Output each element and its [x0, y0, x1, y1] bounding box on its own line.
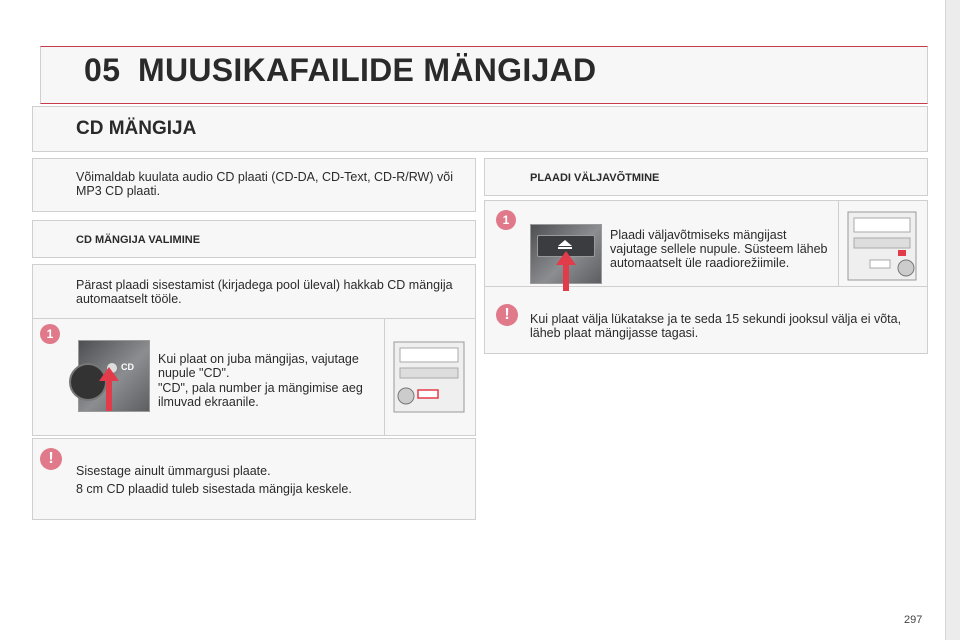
arrow-up-icon	[556, 251, 576, 291]
warning-icon-right: !	[496, 304, 518, 326]
eject-column-divider	[838, 200, 839, 286]
chapter-number: 05	[84, 52, 121, 88]
row-divider	[32, 318, 476, 319]
eject-button-photo	[530, 224, 602, 284]
eject-step-text: Plaadi väljavõtmiseks mängijast vajutage sellele nupule. Süsteem läheb automaatselt üle raadiorežiimile.	[610, 228, 828, 270]
intro-text: Võimaldab kuulata audio CD plaati (CD-DA, CD-Text, CD-R/RW) või MP3 CD plaati.	[76, 170, 453, 198]
autoplay-text: Pärast plaadi sisestamist (kirjadega pool üleval) hakkab CD mängija automaatselt tööle.	[76, 278, 453, 306]
warning-text-left-1: Sisestage ainult ümmargusi plaate.	[76, 464, 271, 478]
radio-unit-icon	[392, 340, 466, 414]
radio-unit-eject-icon	[846, 210, 918, 282]
subheading-eject: PLAADI VÄLJAVÕTMINE	[530, 172, 660, 184]
section-title: CD MÄNGIJA	[76, 118, 197, 139]
step-badge-left: 1	[40, 324, 60, 344]
eject-row-divider	[484, 286, 928, 287]
arrow-up-icon	[99, 367, 119, 411]
chapter-title: MUUSIKAFAILIDE MÄNGIJAD	[138, 52, 597, 88]
page-edge-strip	[945, 0, 960, 640]
warning-text-right: Kui plaat välja lükatakse ja te seda 15 sekundi jooksul välja ei võta, läheb plaat mängijasse tagasi.	[530, 312, 902, 340]
warning-box-left	[32, 438, 476, 520]
page-number: 297	[904, 614, 923, 626]
cd-button-label: CD	[121, 362, 134, 372]
step-badge-right: 1	[496, 210, 516, 230]
step-text-2: "CD", pala number ja mängimise aeg ilmuvad ekraanile.	[158, 381, 363, 409]
warning-text-left-2: 8 cm CD plaadid tuleb sisestada mängija keskele.	[76, 482, 352, 496]
cd-button-photo	[78, 340, 150, 412]
column-divider	[384, 318, 385, 436]
step-text-1: Kui plaat on juba mängijas, vajutage nupule "CD".	[158, 352, 359, 380]
subheading-cd-select: CD MÄNGIJA VALIMINE	[76, 234, 201, 246]
eject-icon	[558, 240, 572, 250]
warning-icon-left: !	[40, 448, 62, 470]
